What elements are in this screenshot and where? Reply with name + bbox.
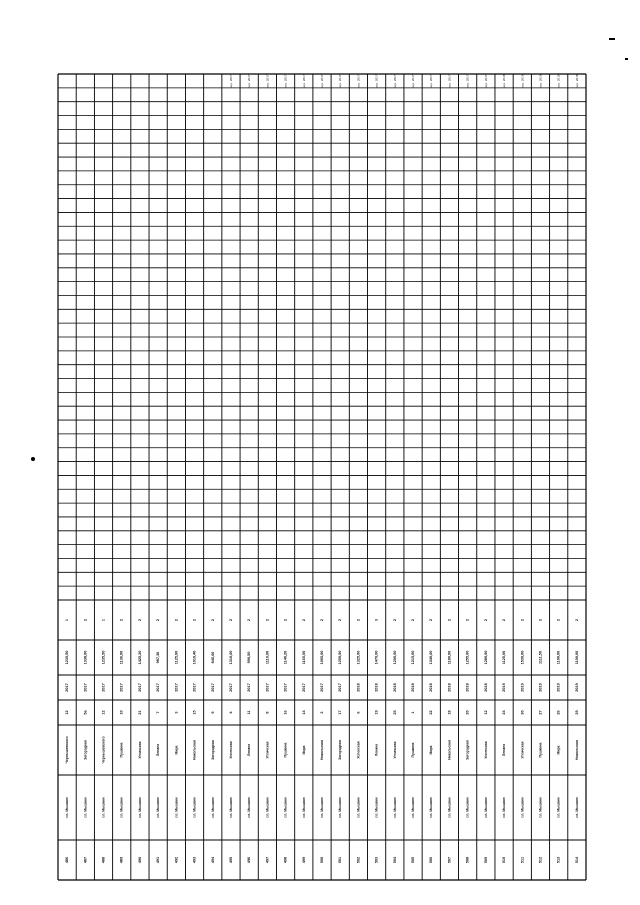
cell-year: 2017 <box>210 683 215 692</box>
cell-house: 22 <box>429 710 434 715</box>
cell-n: 500 <box>320 856 324 864</box>
top-note: м.р. 2018 <box>556 74 561 88</box>
cell-street: Пушкина <box>411 742 416 758</box>
cell-house: 2 <box>320 711 324 714</box>
top-note: м.р. 2018 <box>502 74 507 88</box>
cell-year: 2017 <box>65 683 70 692</box>
cell-floors: 2 <box>156 618 161 622</box>
cell-floors: 2 <box>502 618 507 622</box>
cell-street: Никольская <box>574 740 579 760</box>
top-note: м.р. 2017 <box>465 74 470 88</box>
cell-year: 2017 <box>247 683 252 692</box>
cell-house: 18 <box>447 710 452 715</box>
cell-n: 497 <box>265 856 270 864</box>
cell-street: Никольская <box>447 740 452 760</box>
cell-floors: 1 <box>65 618 70 622</box>
cell-floors: 1 <box>101 618 106 622</box>
cell-floors: 2 <box>265 618 270 622</box>
cell-year: 2017 <box>192 683 197 692</box>
cell-loc: г.п. Мышкин <box>174 797 179 818</box>
cell-loc: г.п. Мышкин <box>320 797 324 818</box>
cell-street: Никольская <box>320 740 324 760</box>
cell-street: Угличская <box>265 741 270 759</box>
cell-n: 502 <box>356 856 361 864</box>
cell-house: 14 <box>301 710 306 715</box>
cell-street: Ленина <box>374 743 379 757</box>
cell-year: 2018 <box>411 683 416 692</box>
scan-mark <box>609 38 615 40</box>
cell-house: 8 <box>265 711 270 714</box>
cell-loc: г.п. Мышкин <box>520 797 525 818</box>
cell-house: 27 <box>538 710 543 715</box>
cell-street: Успенская <box>228 741 233 759</box>
cell-loc: г.п. Мышкин <box>247 797 252 818</box>
cell-street: Загородная <box>83 740 88 760</box>
cell-loc: г.п. Мышкин <box>538 797 543 818</box>
cell-floors: 2 <box>137 618 142 622</box>
cell-house: 25 <box>392 710 397 715</box>
cell-year: 2018 <box>465 683 470 692</box>
cell-house: 12 <box>65 710 70 715</box>
cell-n: 514 <box>574 856 579 864</box>
cell-n: 508 <box>465 856 470 864</box>
cell-n: 491 <box>156 856 161 864</box>
cell-area: 1280,00 <box>483 650 488 665</box>
cell-area: 1180,00 <box>447 650 452 665</box>
cell-year: 2017 <box>301 683 306 692</box>
cell-loc: г.п. Мышкин <box>156 797 161 818</box>
cell-street: Чернышевского <box>101 736 106 764</box>
cell-year: 2019 <box>574 683 579 692</box>
cell-house: 30 <box>520 710 525 715</box>
cell-house: 17 <box>338 710 343 715</box>
cell-street: Ленина <box>156 743 161 757</box>
cell-year: 2017 <box>283 683 288 692</box>
cell-n: 494 <box>210 856 215 864</box>
cell-area: 1255,00 <box>465 650 470 665</box>
cell-area: 1470,00 <box>374 650 379 665</box>
cell-loc: г.п. Мышкин <box>65 797 70 818</box>
cell-loc: г.п. Мышкин <box>429 797 434 818</box>
cell-street: Пушкина <box>119 742 124 758</box>
cell-loc: г.п. Мышкин <box>137 797 142 818</box>
cell-floors: 2 <box>411 618 416 622</box>
cell-year: 2017 <box>228 683 233 692</box>
cell-n: 492 <box>174 856 179 864</box>
cell-floors: 2 <box>83 618 88 622</box>
cell-loc: г.п. Мышкин <box>283 797 288 818</box>
cell-n: 499 <box>301 856 306 864</box>
cell-house: 5а <box>83 710 88 715</box>
cell-area: 845,60 <box>210 651 215 664</box>
cell-loc: г.п. Мышкин <box>192 797 197 818</box>
cell-area: 1125,00 <box>174 650 179 665</box>
cell-loc: г.п. Мышкин <box>356 797 361 818</box>
cell-year: 2019 <box>520 683 525 692</box>
top-note: м.р. 2017 <box>392 74 397 88</box>
cell-loc: г.п. Мышкин <box>374 797 379 818</box>
cell-area: 1530,00 <box>520 650 525 665</box>
cell-n: 513 <box>556 856 561 864</box>
cell-house: 20 <box>465 710 470 715</box>
top-note: м.р. 2018 <box>574 74 579 88</box>
cell-year: 2019 <box>556 683 561 692</box>
cell-floors: 2 <box>119 618 124 622</box>
cell-house: 16 <box>283 710 288 715</box>
cell-floors: 2 <box>228 618 233 622</box>
cell-house: 1 <box>411 711 416 714</box>
cell-floors: 2 <box>174 618 179 622</box>
cell-loc: г.п. Мышкин <box>228 797 233 818</box>
cell-loc: г.п. Мышкин <box>483 797 488 818</box>
cell-street: Успенская <box>356 741 361 759</box>
cell-year: 2017 <box>174 683 179 692</box>
top-note: м.р. 2017 <box>356 74 361 88</box>
cell-year: 2018 <box>429 683 434 692</box>
cell-street: Мира <box>301 745 306 755</box>
cell-year: 2017 <box>338 683 343 692</box>
cell-loc: г.п. Мышкин <box>502 797 507 818</box>
cell-area: 1235,50 <box>101 650 106 665</box>
cell-house: 15 <box>192 710 197 715</box>
cell-n: 511 <box>520 856 525 864</box>
cell-n: 490 <box>137 856 142 864</box>
cell-area: 987,30 <box>156 651 161 664</box>
cell-floors: 2 <box>247 618 252 622</box>
cell-n: 487 <box>83 856 88 864</box>
scan-mark <box>31 457 35 461</box>
top-note: м.р. 2017 <box>301 74 306 88</box>
cell-n: 504 <box>392 856 397 864</box>
cell-year: 2017 <box>101 683 106 692</box>
cell-floors: 2 <box>538 618 543 622</box>
cell-area: 1310,00 <box>228 650 233 665</box>
cell-n: 509 <box>483 856 488 864</box>
cell-floors: 2 <box>447 618 452 622</box>
cell-area: 1215,00 <box>411 650 416 665</box>
cell-street: Ленина <box>247 743 252 757</box>
top-note: м.р. 2017 <box>411 74 416 88</box>
cell-loc: г.п. Мышкин <box>210 797 215 818</box>
cell-floors: 2 <box>356 618 361 622</box>
cell-house: 11 <box>247 710 252 715</box>
cell-loc: г.п. Мышкин <box>465 797 470 818</box>
cell-area: 1190,00 <box>556 650 561 665</box>
cell-street: Загородная <box>338 740 343 760</box>
cell-n: 503 <box>374 856 379 864</box>
cell-area: 1165,50 <box>301 650 306 665</box>
cell-floors: 2 <box>192 618 197 622</box>
cell-year: 2019 <box>502 683 507 692</box>
cell-year: 2018 <box>447 683 452 692</box>
cell-loc: г.п. Мышкин <box>265 797 270 818</box>
cell-n: 507 <box>447 856 452 864</box>
cell-street: Загородная <box>465 740 470 760</box>
cell-loc: г.п. Мышкин <box>119 797 124 818</box>
cell-area: 990,50 <box>247 651 252 664</box>
top-note: м.р. 2017 <box>447 74 452 88</box>
top-note: м.р. 2017 <box>247 74 252 88</box>
cell-loc: г.п. Мышкин <box>392 797 397 818</box>
cell-house: 26 <box>556 710 561 715</box>
cell-year: 2018 <box>392 683 397 692</box>
cell-house: 6 <box>356 711 361 714</box>
cell-n: 501 <box>338 856 343 864</box>
cell-loc: г.п. Мышкин <box>411 797 416 818</box>
cell-floors: 2 <box>483 618 488 622</box>
cell-n: 493 <box>192 856 197 864</box>
cell-floors: 2 <box>210 618 215 622</box>
cell-area: 1338,00 <box>83 650 88 665</box>
cell-n: 506 <box>429 856 434 864</box>
cell-area: 1250,00 <box>338 650 343 665</box>
cell-floors: 2 <box>429 618 434 622</box>
cell-loc: г.п. Мышкин <box>556 797 561 818</box>
cell-house: 9 <box>210 711 215 714</box>
cell-house: 21 <box>137 710 142 715</box>
cell-year: 2017 <box>137 683 142 692</box>
cell-area: 1005,00 <box>320 650 324 665</box>
cell-n: 488 <box>101 856 106 864</box>
cell-street: Никольская <box>192 740 197 760</box>
top-note: м.р. 2017 <box>429 74 434 88</box>
scan-mark <box>625 58 628 60</box>
cell-year: 2017 <box>265 683 270 692</box>
cell-n: 512 <box>538 856 543 864</box>
cell-area: 1110,00 <box>265 650 270 665</box>
cell-n: 486 <box>65 856 70 864</box>
cell-street: Мира <box>556 745 561 755</box>
cell-year: 2019 <box>538 683 543 692</box>
cell-year: 2017 <box>83 683 88 692</box>
top-note: м.р. 2017 <box>320 74 324 88</box>
cell-n: 505 <box>411 856 416 864</box>
cell-year: 2018 <box>483 683 488 692</box>
cell-floors: 2 <box>556 618 561 622</box>
top-note: м.р. 2017 <box>228 74 233 88</box>
cell-street: Пушкина <box>283 742 288 758</box>
cell-area: 1425,20 <box>137 650 142 665</box>
cell-house: 10 <box>119 710 124 715</box>
cell-street: Угличская <box>137 741 142 759</box>
cell-area: 1140,20 <box>283 650 288 665</box>
cell-n: 498 <box>283 856 288 864</box>
cell-n: 489 <box>119 856 124 864</box>
cell-area: 1111,50 <box>538 650 543 665</box>
cell-area: 1200,00 <box>392 650 397 665</box>
cell-n: 510 <box>502 856 507 864</box>
top-note: м.р. 2017 <box>338 74 343 88</box>
cell-house: 7 <box>156 711 161 714</box>
cell-year: 2018 <box>356 683 361 692</box>
top-note: м.р. 2017 <box>374 74 379 88</box>
cell-n: 495 <box>228 856 233 864</box>
cell-area: 1100,00 <box>574 650 579 665</box>
cell-floors: 2 <box>465 618 470 622</box>
cell-street: Угличская <box>392 741 397 759</box>
cell-house: 24 <box>502 710 507 715</box>
cell-street: Угличская <box>520 741 525 759</box>
top-note: м.р. 2018 <box>538 74 543 88</box>
cell-street: Мира <box>174 745 179 755</box>
top-note: м.р. 2018 <box>520 74 525 88</box>
cell-area: 1125,00 <box>502 650 507 665</box>
cell-floors: 2 <box>320 618 324 622</box>
cell-house: 3 <box>174 711 179 714</box>
cell-floors: 2 <box>301 618 306 622</box>
cell-street: Загородная <box>210 740 215 760</box>
cell-year: 2018 <box>374 683 379 692</box>
cell-house: 12 <box>483 710 488 715</box>
cell-loc: г.п. Мышкин <box>574 797 579 818</box>
cell-year: 2017 <box>119 683 124 692</box>
cell-area: 1325,00 <box>356 650 361 665</box>
cell-floors: 2 <box>574 618 579 622</box>
cell-n: 496 <box>247 856 252 864</box>
cell-street: Пушкина <box>538 742 543 758</box>
cell-loc: г.п. Мышкин <box>338 797 343 818</box>
cell-house: 4 <box>228 711 233 714</box>
cell-house: 19 <box>374 710 379 715</box>
cell-floors: 2 <box>520 618 525 622</box>
cell-area: 1010,40 <box>192 650 197 665</box>
cell-street: Успенская <box>483 741 488 759</box>
cell-loc: г.п. Мышкин <box>301 797 306 818</box>
cell-year: 2017 <box>156 683 161 692</box>
cell-area: 1136,00 <box>119 650 124 665</box>
top-note: м.р. 2017 <box>265 74 270 88</box>
cell-loc: г.п. Мышкин <box>101 797 106 818</box>
cell-floors: 2 <box>338 618 343 622</box>
cell-floors: 3 <box>374 618 379 622</box>
cell-street: Мира <box>429 745 434 755</box>
cell-loc: г.п. Мышкин <box>447 797 452 818</box>
cell-area: 1340,00 <box>429 650 434 665</box>
top-note: м.р. 2017 <box>483 74 488 88</box>
cell-house: 29 <box>574 710 579 715</box>
cell-street: Чернышевского <box>65 736 70 764</box>
cell-year: 2017 <box>320 683 324 692</box>
cell-floors: 2 <box>392 618 397 622</box>
cell-floors: 2 <box>283 618 288 622</box>
cell-loc: г.п. Мышкин <box>83 797 88 818</box>
top-note: м.р. 2017 <box>283 74 288 88</box>
cell-street: Ленина <box>502 743 507 757</box>
cell-house: 12 <box>101 710 106 715</box>
cell-area: 1235,50 <box>65 650 70 665</box>
